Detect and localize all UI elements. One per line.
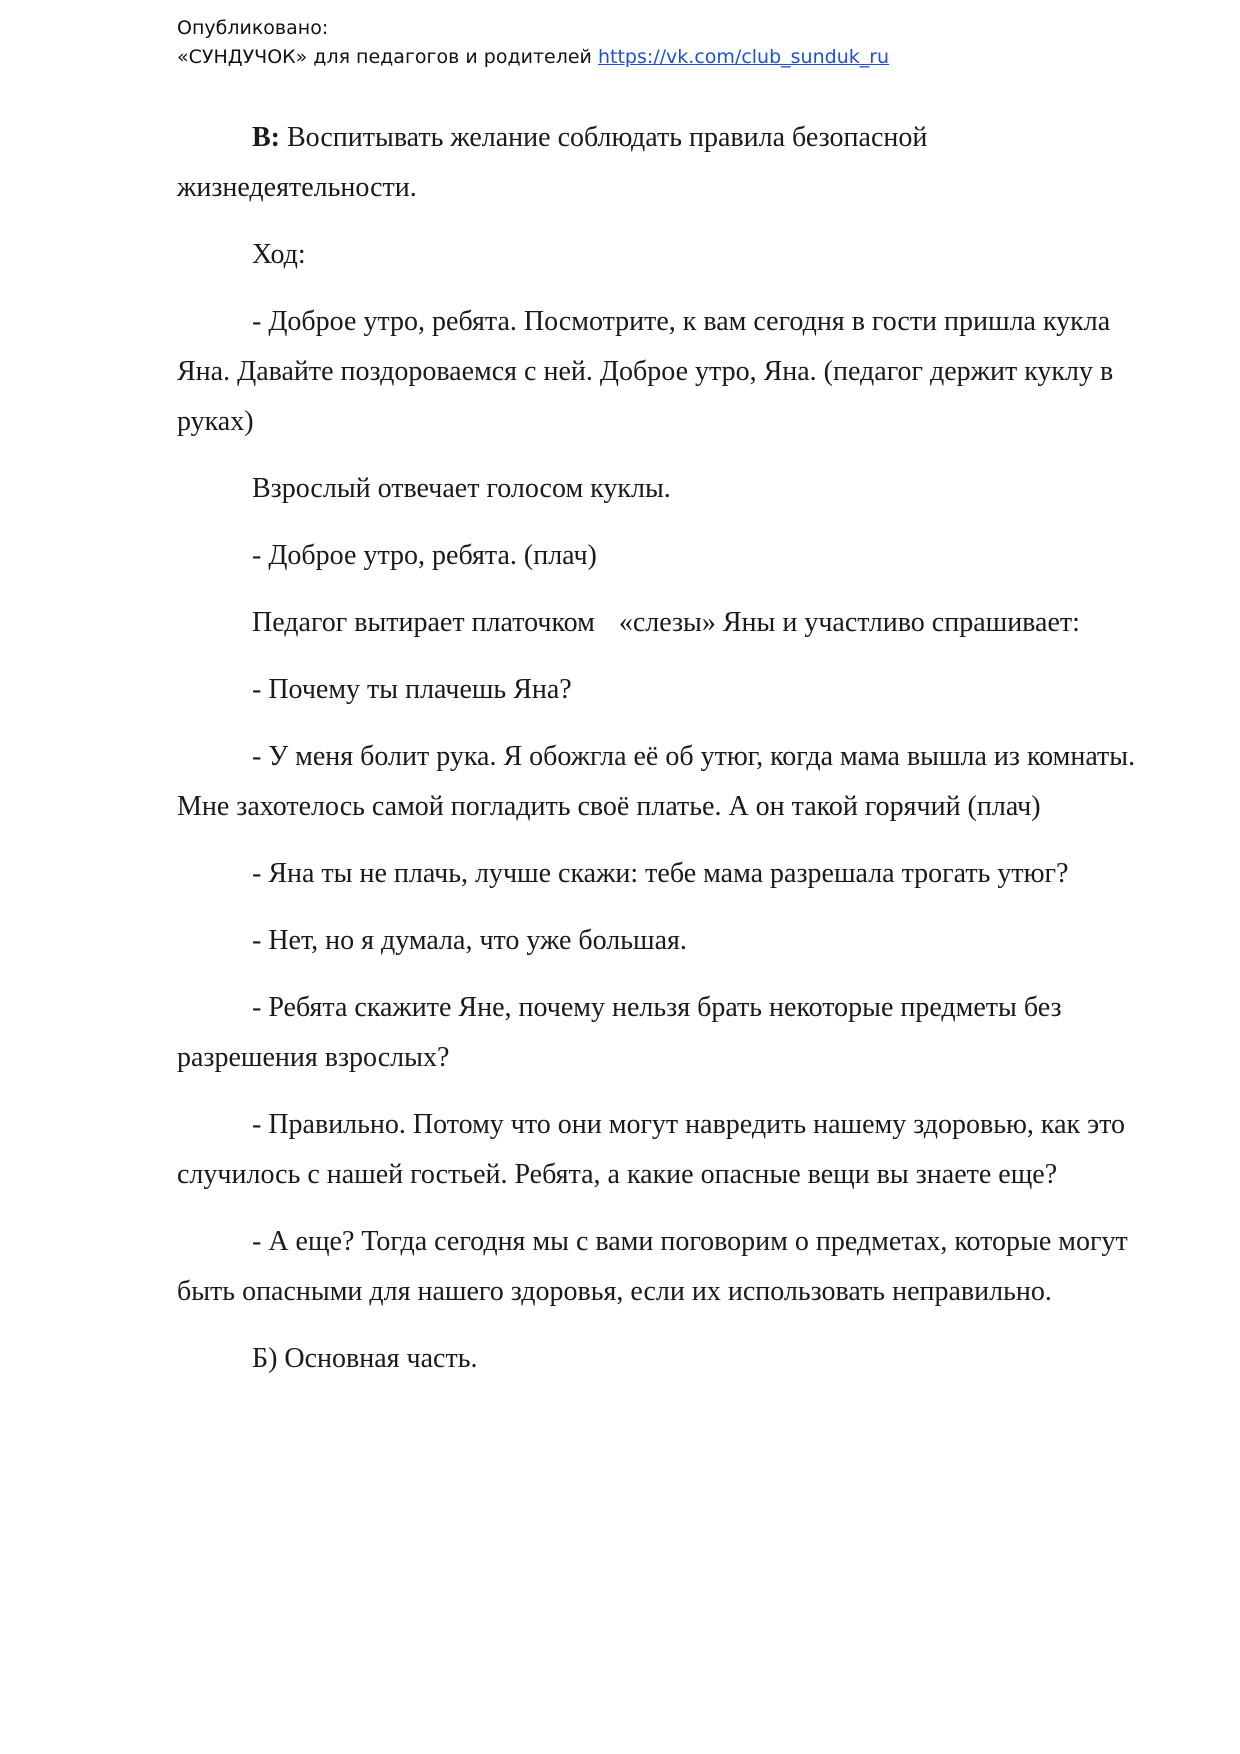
goal-text: Воспитывать желание соблюдать правила безопасной жизнедеятельности.: [177, 122, 928, 203]
paragraph-doll-answer: - Нет, но я думала, что уже большая.: [252, 925, 687, 956]
paragraph-doll-reply: - Доброе утро, ребята. (плач): [252, 540, 597, 571]
paragraph-greeting: - Доброе утро, ребята. Посмотрите, к вам сегодня в гости пришла кукла Яна. Давайте поздороваемся с ней. Доброе утро, Яна. (педагог держит куклу в руках): [177, 306, 1114, 437]
paragraph-doll-voice: Взрослый отвечает голосом куклы.: [252, 473, 671, 504]
publisher-name: «СУНДУЧОК» для педагогов и родителей: [177, 46, 598, 68]
paragraph-question-why: - Почему ты плачешь Яна?: [252, 674, 572, 705]
teacher-action-start: Педагог вытирает платочком: [252, 607, 595, 638]
paragraph-main-part: Б) Основная часть.: [252, 1343, 478, 1374]
paragraph-goal: [177, 113, 1152, 213]
paragraph-procedure-heading: Ход:: [252, 239, 306, 270]
teacher-action-end: «слезы» Яны и участливо спрашивает:: [618, 607, 1080, 638]
paragraph-teacher-action: [177, 598, 1152, 648]
publication-header: [177, 14, 889, 72]
published-label: Опубликовано:: [177, 17, 329, 39]
publisher-link[interactable]: https://vk.com/club_sunduk_ru: [597, 46, 890, 68]
publisher-line: [177, 43, 889, 72]
paragraph-doll-story: - У меня болит рука. Я обожгла её об утюг, когда мама вышла из комнаты. Мне захотелось самой погладить своё платье. А он такой горячий (плач): [177, 741, 1136, 822]
paragraph-question-children: - Ребята скажите Яне, почему нельзя брать некоторые предметы без разрешения взрослых?: [177, 992, 1062, 1073]
paragraph-topic-intro: - А еще? Тогда сегодня мы с вами поговорим о предметах, которые могут быть опасными для нашего здоровья, если их использовать неправильно.: [177, 1226, 1128, 1307]
goal-label: В:: [252, 122, 280, 153]
paragraph-question-permission: - Яна ты не плачь, лучше скажи: тебе мама разрешала трогать утюг?: [252, 858, 1069, 889]
document-body: [177, 113, 1152, 1401]
paragraph-correct: - Правильно. Потому что они могут навредить нашему здоровью, как это случилось с нашей гостьей. Ребята, а какие опасные вещи вы знаете еще?: [177, 1109, 1126, 1190]
